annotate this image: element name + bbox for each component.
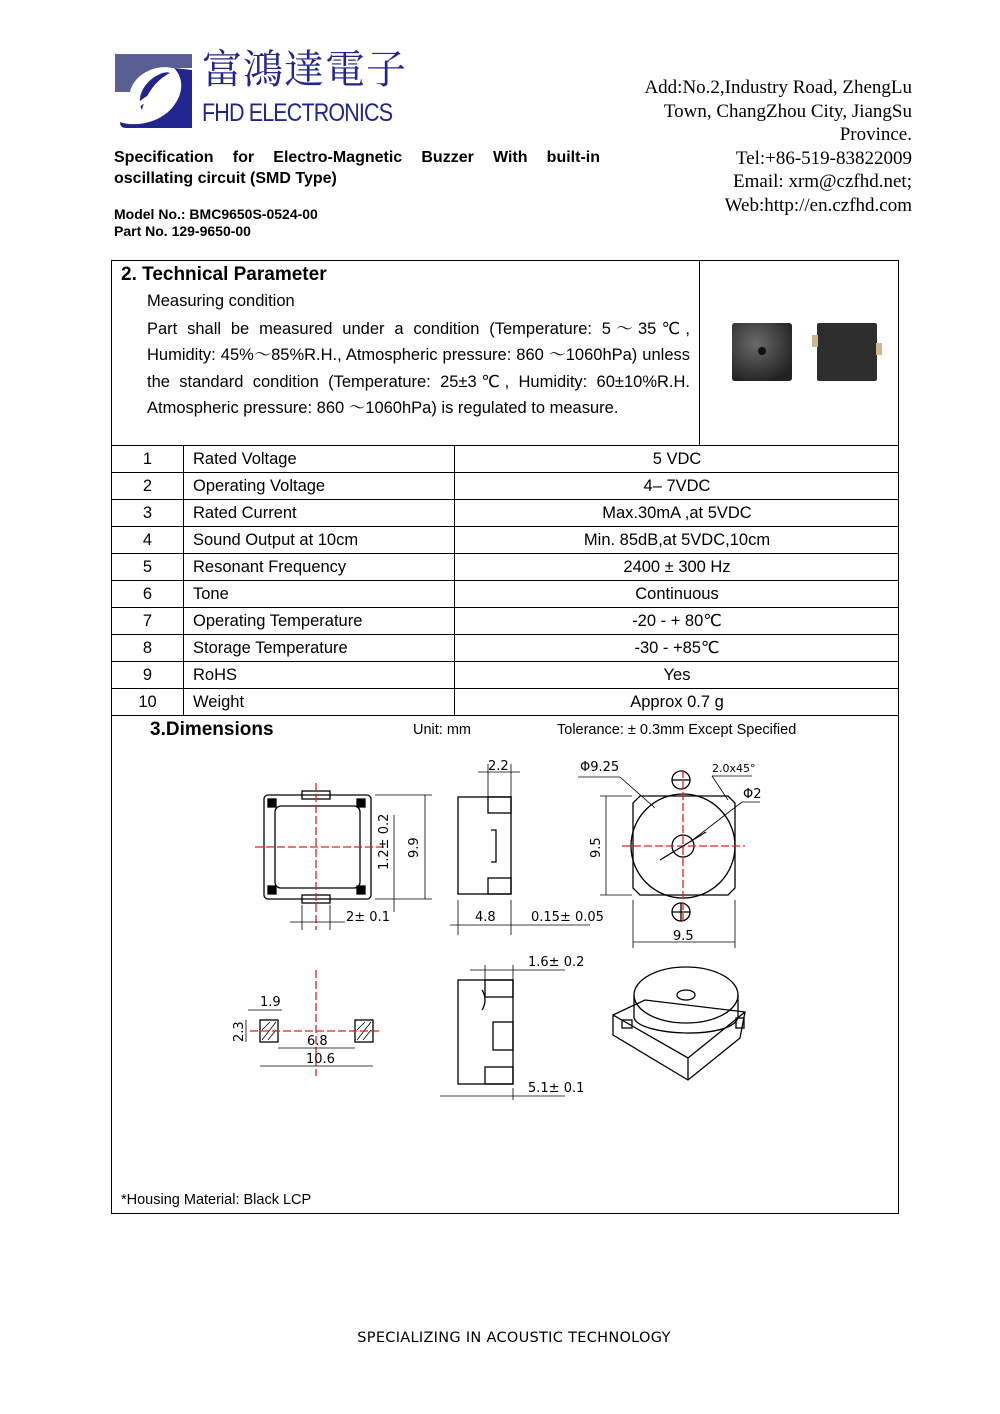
parameter-value: -20 - + 80℃ — [455, 608, 900, 635]
measuring-condition-text: Part shall be measured under a condition (Temperature: 5～35℃, Humidity: 45%～85%R.H., Atmospheric pressure: 860 ～1060hPa) unless the standard condition (Temperature: 25±3℃, Humidity: 60±10%R.H. Atmospheric pressure: 860 ～1060hPa) is regulated to measure. — [147, 320, 690, 418]
dim-1-9: 1.9 — [260, 995, 281, 1010]
dim-9-5-vertical: 9.5 — [589, 837, 604, 858]
dim-1-6: 1.6± 0.2 — [528, 955, 585, 970]
parameter-number: 2 — [112, 473, 184, 500]
parameter-value: 4– 7VDC — [455, 473, 900, 500]
dim-2: 2± 0.1 — [346, 910, 390, 925]
spec-title: Specification for Electro-Magnetic Buzzer With built-in oscillating circuit (SMD Type) — [114, 149, 600, 187]
parameter-number: 7 — [112, 608, 184, 635]
parameter-value: Continuous — [455, 581, 900, 608]
part-number: Part No. 129-9650-00 — [114, 223, 251, 239]
dim-phi-2: Φ2 — [743, 787, 762, 802]
round-view-drawing — [578, 770, 760, 948]
dim-0-15: 0.15± 0.05 — [531, 910, 604, 925]
dim-5-1: 5.1± 0.1 — [528, 1081, 585, 1096]
address-line: Add:No.2,Industry Road, ZhengLu — [644, 77, 912, 98]
parameter-number: 10 — [112, 689, 184, 716]
housing-material-note: *Housing Material: Black LCP — [121, 1192, 312, 1208]
tolerance-label: Tolerance: ± 0.3mm Except Specified — [557, 722, 797, 738]
parameter-value: -30 - +85℃ — [455, 635, 900, 662]
parameter-number: 3 — [112, 500, 184, 527]
dim-phi-9-25: Φ9.25 — [580, 760, 620, 775]
measuring-condition-label: Measuring condition — [147, 292, 295, 310]
parameter-value: Min. 85dB,at 5VDC,10cm — [455, 527, 900, 554]
parameter-value: 5 VDC — [455, 446, 900, 473]
top-view-drawing — [255, 783, 432, 930]
unit-label: Unit: mm — [413, 722, 471, 738]
parameter-value: Approx 0.7 g — [455, 689, 900, 716]
model-number: Model No.: BMC9650S-0524-00 — [114, 206, 318, 222]
dim-9-5-horizontal: 9.5 — [673, 929, 694, 944]
footer-slogan: SPECIALIZING IN ACOUSTIC TECHNOLOGY — [357, 1330, 671, 1346]
parameter-name: Rated Current — [184, 500, 455, 527]
parameter-number: 9 — [112, 662, 184, 689]
web-line: Web:http://en.czfhd.com — [724, 194, 912, 216]
parameter-number: 6 — [112, 581, 184, 608]
dim-4-8: 4.8 — [475, 910, 496, 925]
isometric-view-drawing — [613, 967, 745, 1080]
parameter-name: Weight — [184, 689, 455, 716]
parameter-number: 5 — [112, 554, 184, 581]
parameter-name: Rated Voltage — [184, 446, 455, 473]
parameter-number: 8 — [112, 635, 184, 662]
parameter-name: Sound Output at 10cm — [184, 527, 455, 554]
section-2-title: 2. Technical Parameter — [121, 264, 327, 285]
dim-9-9: 9.9 — [407, 837, 422, 858]
dim-2-3: 2.3 — [232, 1021, 247, 1042]
parameter-value: Yes — [455, 662, 900, 689]
parameter-name: Tone — [184, 581, 455, 608]
parameter-number: 4 — [112, 527, 184, 554]
dim-1-2: 1.2± 0.2 — [377, 813, 392, 870]
phone-line: Tel:+86-519-83822009 — [735, 147, 912, 169]
dim-chamfer: 2.0x45° — [712, 762, 756, 775]
address-line: Town, ChangZhou City, JiangSu — [663, 100, 912, 122]
logo-english-name: FHD ELECTRONICS — [202, 99, 393, 127]
parameter-name: RoHS — [184, 662, 455, 689]
dim-6-8: 6.8 — [307, 1034, 328, 1049]
parameter-number: 1 — [112, 446, 184, 473]
parameter-value: 2400 ± 300 Hz — [455, 554, 900, 581]
dim-10-6: 10.6 — [306, 1052, 335, 1067]
side-view-2-drawing — [440, 965, 565, 1100]
dim-2-2: 2.2 — [488, 759, 509, 774]
email-line: Email: xrm@czfhd.net; — [733, 171, 912, 192]
section-3-title: 3.Dimensions — [150, 719, 274, 740]
parameter-value: Max.30mA ,at 5VDC — [455, 500, 900, 527]
parameter-name: Resonant Frequency — [184, 554, 455, 581]
logo-chinese-name: 富鴻達電子 — [202, 47, 407, 93]
parameter-name: Operating Temperature — [184, 608, 455, 635]
address-line: Province. — [839, 124, 912, 145]
parameter-name: Operating Voltage — [184, 473, 455, 500]
parameter-name: Storage Temperature — [184, 635, 455, 662]
